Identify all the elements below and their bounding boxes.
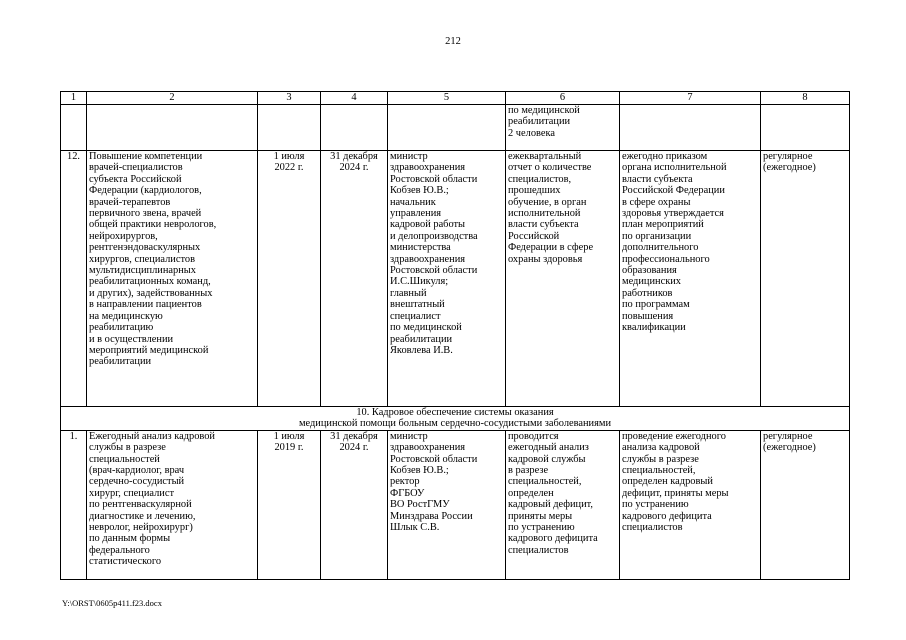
responsible-cell: министр здравоохранения Ростовской области Кобзев Ю.В.; начальник управления кадровой работы и делопроизводства министерства здравоохранения Ростовской области И.С.Шикуля; главный внештатный специалист по медицинской реабилитации Яковлева И.В. [388, 151, 506, 407]
section-title: 10. Кадровое обеспечение системы оказания медицинской помощи больным сердечно-сосудистыми заболеваниями [61, 407, 850, 431]
empty-cell [321, 105, 388, 151]
start-date-cell: 1 июля 2022 г. [258, 151, 321, 407]
start-date-cell: 1 июля 2019 г. [258, 430, 321, 579]
table-row-1 [61, 430, 850, 579]
page-number: 212 [445, 36, 461, 47]
empty-cell [388, 105, 506, 151]
indicator-cell: по медицинской реабилитации 2 человека [506, 105, 620, 151]
event-cell: Повышение компетенции врачей-специалистов субъекта Российской Федерации (кардиологов, врачей-терапевтов первичного звена, врачей общей практики неврологов, нейрохирургов, рентгенэндоваскулярных хирургов, специалистов мультидисциплинарных реабилитационных команд, и других), задействованных в направлении пациентов на медицинскую реабилитацию и в осуществлении мероприятий медицинской реабилитации [87, 151, 258, 407]
empty-cell [61, 105, 87, 151]
column-number: 5 [388, 92, 506, 105]
end-date-cell: 31 декабря 2024 г. [321, 430, 388, 579]
column-number-row [61, 92, 850, 105]
table-row-12 [61, 151, 850, 407]
indicator-cell: ежеквартальный отчет о количестве специалистов, прошедших обучение, в орган исполнительной власти субъекта Российской Федерации в сфере охраны здоровья [506, 151, 620, 407]
frequency-cell: регулярное (ежегодное) [761, 430, 850, 579]
indicator-cell: проводится ежегодный анализ кадровой службы в разрезе специальностей, определен кадровый дефицит, приняты меры по устранению кадрового дефицита специалистов [506, 430, 620, 579]
frequency-cell: регулярное (ежегодное) [761, 151, 850, 407]
column-number: 3 [258, 92, 321, 105]
empty-cell [258, 105, 321, 151]
row-number: 1. [61, 430, 87, 579]
empty-cell [87, 105, 258, 151]
column-number: 6 [506, 92, 620, 105]
row-number: 12. [61, 151, 87, 407]
result-cell: проведение ежегодного анализа кадровой службы в разрезе специальностей, определен кадровый дефицит, приняты меры по устранению кадрового дефицита специалистов [620, 430, 761, 579]
column-number: 1 [61, 92, 87, 105]
end-date-cell: 31 декабря 2024 г. [321, 151, 388, 407]
result-cell: ежегодно приказом органа исполнительной власти субъекта Российской Федерации в сфере охраны здоровья утверждается план мероприятий по организации дополнительного профессионального образования медицинских работников по программам повышения квалификации [620, 151, 761, 407]
column-number: 4 [321, 92, 388, 105]
section-heading-row [61, 407, 850, 431]
plan-table [60, 91, 850, 580]
column-number: 2 [87, 92, 258, 105]
column-number: 7 [620, 92, 761, 105]
event-cell: Ежегодный анализ кадровой службы в разрезе специальностей (врач-кардиолог, врач сердечно-сосудистый хирург, специалист по рентгенваскулярной диагностике и лечению, невролог, нейрохирург) по данным формы федерального статистического [87, 430, 258, 579]
empty-cell [620, 105, 761, 151]
responsible-cell: министр здравоохранения Ростовской области Кобзев Ю.В.; ректор ФГБОУ ВО РостГМУ Минздрава России Шлык С.В. [388, 430, 506, 579]
file-path-footer: Y:\ORST\0605p411.f23.docx [62, 598, 162, 608]
continuation-row [61, 105, 850, 151]
empty-cell [761, 105, 850, 151]
column-number: 8 [761, 92, 850, 105]
